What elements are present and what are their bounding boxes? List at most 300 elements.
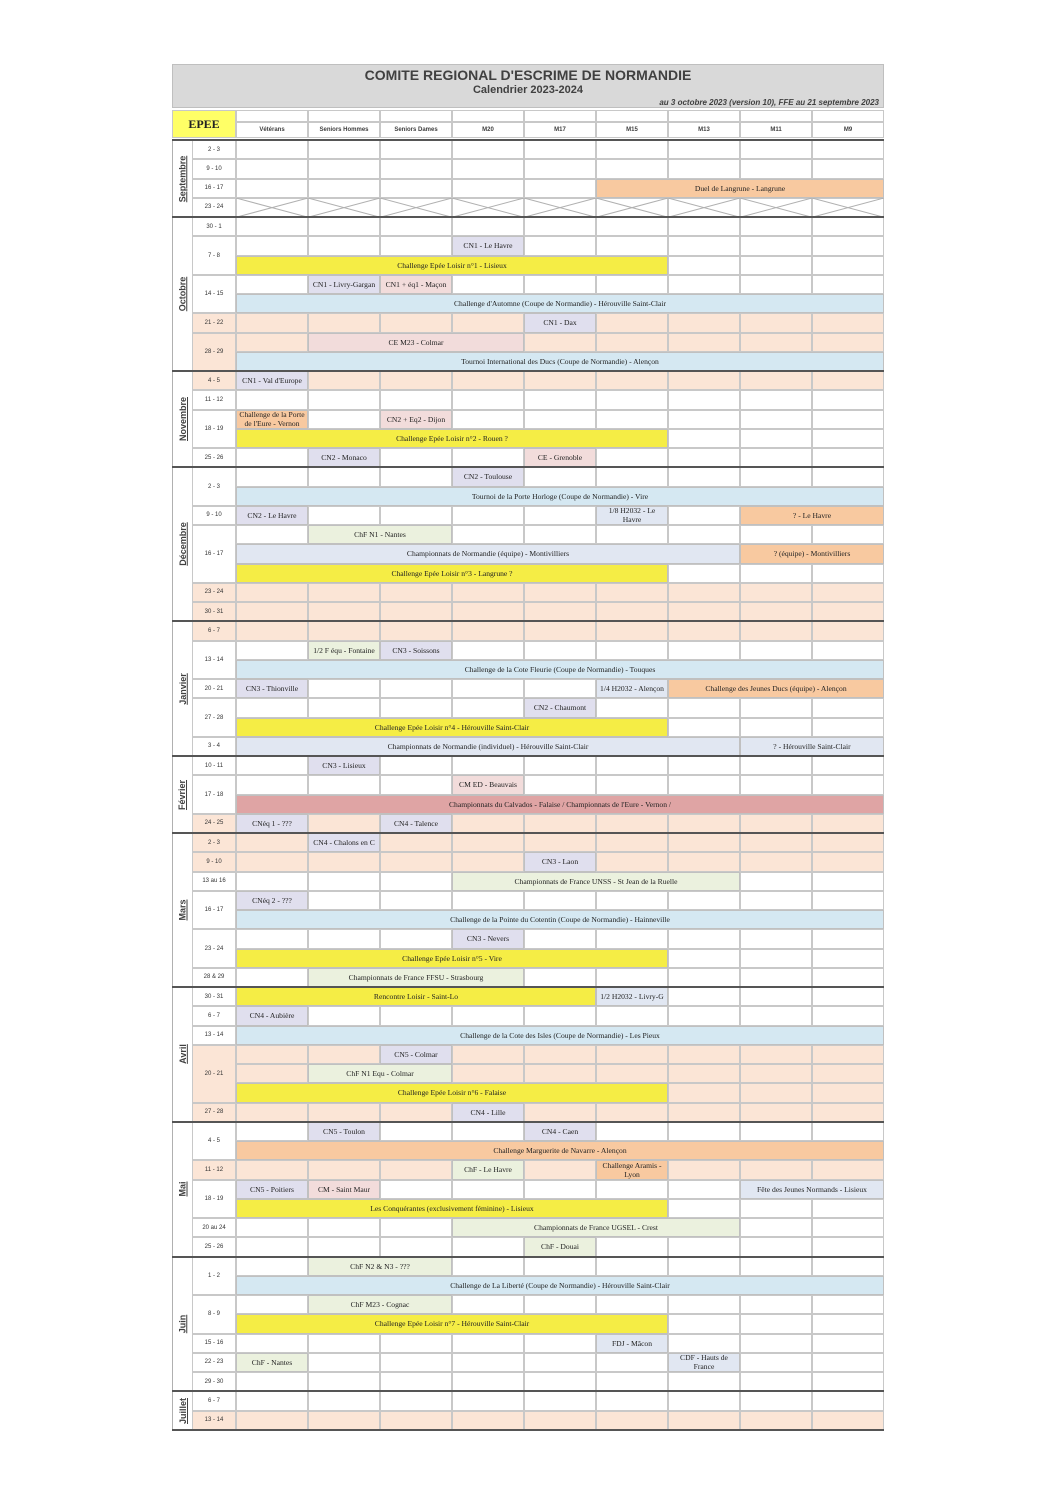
grid-cell	[812, 641, 884, 660]
grid-cell	[380, 698, 452, 717]
grid-cell	[812, 1314, 884, 1333]
grid-cell	[524, 583, 596, 602]
grid-cell	[380, 891, 452, 910]
grid-cell	[308, 236, 380, 255]
grid-cell	[452, 1006, 524, 1025]
column-header: Seniors Hommes	[308, 122, 380, 138]
grid-cell	[452, 159, 524, 178]
grid-cell	[812, 1295, 884, 1314]
grid-cell	[308, 410, 380, 429]
event-cell: CN5 - Colmar	[380, 1045, 452, 1064]
grid-cell	[524, 602, 596, 621]
grid-cell	[668, 140, 740, 159]
grid-cell	[308, 140, 380, 159]
grid-cell	[524, 333, 596, 352]
grid-cell	[236, 467, 308, 486]
grid-cell	[740, 775, 812, 794]
grid-cell	[596, 525, 668, 544]
grid-cell	[236, 333, 308, 352]
week-label: 6 - 7	[192, 621, 236, 640]
grid-cell	[740, 1083, 812, 1102]
grid-cell	[236, 929, 308, 948]
grid-cell	[740, 852, 812, 871]
event-cell: CNéq 2 - ???	[236, 891, 308, 910]
week-label: 13 - 14	[192, 641, 236, 680]
grid-cell	[740, 718, 812, 737]
grid-cell	[740, 467, 812, 486]
grid-cell	[236, 872, 308, 891]
grid-cell	[596, 1103, 668, 1122]
calendar-header	[172, 64, 884, 108]
event-cell: CN3 - Soissons	[380, 641, 452, 660]
grid-cell	[236, 1372, 308, 1391]
grid-cell	[452, 621, 524, 640]
event-cell: ChF - Douai	[524, 1237, 596, 1256]
grid-cell	[524, 929, 596, 948]
grid-cell	[308, 467, 380, 486]
grid-cell	[236, 390, 308, 409]
grid-cell	[812, 236, 884, 255]
event-cell: Challenge de la Cote Fleurie (Coupe de Normandie) - Touques	[236, 660, 884, 679]
grid-cell	[524, 159, 596, 178]
grid-cell	[524, 467, 596, 486]
event-cell: CN1 - Dax	[524, 313, 596, 332]
grid-cell	[812, 1045, 884, 1064]
weapon-label: EPEE	[172, 110, 236, 138]
week-label: 13 - 14	[192, 1411, 236, 1430]
grid-cell	[812, 583, 884, 602]
event-cell: CN5 - Poitiers	[236, 1180, 308, 1199]
grid-cell	[812, 718, 884, 737]
header-spacer-cell	[308, 110, 380, 122]
grid-cell	[740, 1334, 812, 1353]
grid-cell	[524, 621, 596, 640]
grid-cell	[524, 371, 596, 390]
grid-cell	[452, 1411, 524, 1430]
grid-cell	[452, 679, 524, 698]
event-cell: ChF N2 & N3 - ???	[308, 1257, 452, 1276]
grid-cell	[740, 583, 812, 602]
grid-cell	[596, 371, 668, 390]
week-label: 20 - 21	[192, 679, 236, 698]
grid-cell	[380, 1391, 452, 1410]
grid-cell	[668, 949, 740, 968]
grid-cell	[596, 140, 668, 159]
grid-cell	[740, 275, 812, 294]
grid-cell	[380, 602, 452, 621]
event-cell: Championnats de France UNSS - St Jean de la Ruelle	[452, 872, 740, 891]
grid-cell	[452, 1237, 524, 1256]
grid-cell	[236, 140, 308, 159]
grid-cell	[308, 602, 380, 621]
grid-cell	[740, 814, 812, 833]
month-separator	[172, 370, 884, 372]
grid-cell	[596, 217, 668, 236]
grid-cell	[668, 313, 740, 332]
grid-cell	[740, 1199, 812, 1218]
grid-cell	[596, 467, 668, 486]
grid-cell	[668, 1045, 740, 1064]
grid-cell	[524, 1411, 596, 1430]
grid-cell	[452, 313, 524, 332]
grid-cell	[308, 1006, 380, 1025]
grid-cell	[308, 852, 380, 871]
grid-cell	[308, 929, 380, 948]
grid-cell	[236, 775, 308, 794]
grid-cell	[452, 140, 524, 159]
month-name: Janvier	[177, 672, 188, 705]
grid-cell	[740, 872, 812, 891]
grid-cell	[452, 1180, 524, 1199]
event-cell: CN2 - Le Havre	[236, 506, 308, 525]
event-cell: CN2 - Chaumont	[524, 698, 596, 717]
grid-cell	[740, 1160, 812, 1179]
grid-cell	[236, 852, 308, 871]
week-label: 7 - 8	[192, 236, 236, 275]
grid-cell	[596, 621, 668, 640]
grid-cell	[740, 140, 812, 159]
event-cell: CN2 - Toulouse	[452, 467, 524, 486]
grid-cell	[668, 1411, 740, 1430]
month-name: Février	[177, 779, 188, 810]
grid-cell	[740, 1295, 812, 1314]
month-label	[172, 1257, 192, 1392]
grid-cell	[668, 1122, 740, 1141]
grid-cell	[740, 1372, 812, 1391]
event-cell: CN3 - Nevers	[452, 929, 524, 948]
week-label: 27 - 28	[192, 1103, 236, 1122]
grid-cell	[668, 602, 740, 621]
grid-cell	[452, 1334, 524, 1353]
week-label: 4 - 5	[192, 1122, 236, 1161]
grid-cell	[452, 1257, 524, 1276]
month-label	[172, 217, 192, 371]
event-cell: 1/8 H2032 - Le Havre	[596, 506, 668, 525]
grid-cell	[308, 1334, 380, 1353]
header-spacer-cell	[812, 110, 884, 122]
event-cell: CN1 - Le Havre	[452, 236, 524, 255]
column-header: M15	[596, 122, 668, 138]
grid-cell	[308, 1391, 380, 1410]
week-label: 15 - 16	[192, 1334, 236, 1353]
grid-cell	[236, 236, 308, 255]
week-label: 30 - 1	[192, 217, 236, 236]
grid-cell	[740, 621, 812, 640]
grid-cell	[740, 448, 812, 467]
week-label: 29 - 30	[192, 1372, 236, 1391]
week-label: 13 au 16	[192, 872, 236, 891]
event-cell: Tournoi de la Porte Horloge (Coupe de Normandie) - Vire	[236, 487, 884, 506]
grid-cell	[596, 1045, 668, 1064]
grid-cell	[380, 775, 452, 794]
column-header: M11	[740, 122, 812, 138]
grid-cell	[308, 775, 380, 794]
grid-cell	[380, 217, 452, 236]
grid-cell	[596, 1006, 668, 1025]
grid-cell	[380, 1160, 452, 1179]
grid-cell	[668, 1237, 740, 1256]
month-name: Novembre	[177, 397, 188, 442]
event-cell: Les Conquérantes (exclusivement féminine) - Lisieux	[236, 1199, 668, 1218]
event-cell: CM ED - Beauvais	[452, 775, 524, 794]
grid-cell	[812, 371, 884, 390]
grid-cell	[740, 1314, 812, 1333]
grid-cell	[524, 833, 596, 852]
event-cell: ? - Hérouville Saint-Clair	[740, 737, 884, 756]
crossed-week-marks	[236, 198, 884, 217]
grid-cell	[380, 390, 452, 409]
week-label: 21 - 22	[192, 313, 236, 332]
grid-cell	[524, 140, 596, 159]
grid-cell	[452, 217, 524, 236]
grid-cell	[236, 275, 308, 294]
grid-cell	[812, 1353, 884, 1372]
column-header: M13	[668, 122, 740, 138]
grid-cell	[740, 1411, 812, 1430]
grid-cell	[812, 602, 884, 621]
week-label: 10 - 11	[192, 756, 236, 775]
week-label: 16 - 17	[192, 891, 236, 930]
week-label: 14 - 15	[192, 275, 236, 314]
grid-cell	[740, 236, 812, 255]
grid-cell	[596, 814, 668, 833]
grid-cell	[452, 891, 524, 910]
grid-cell	[740, 641, 812, 660]
grid-cell	[380, 621, 452, 640]
week-label: 17 - 18	[192, 775, 236, 814]
grid-cell	[380, 179, 452, 198]
grid-cell	[380, 1353, 452, 1372]
grid-cell	[668, 718, 740, 737]
event-cell: Tournoi International des Ducs (Coupe de Normandie) - Alençon	[236, 352, 884, 371]
grid-cell	[596, 333, 668, 352]
grid-cell	[740, 987, 812, 1006]
event-cell: FDJ - Mâcon	[596, 1334, 668, 1353]
grid-cell	[668, 1257, 740, 1276]
event-cell: CDF - Hauts de France	[668, 1353, 740, 1372]
grid-cell	[668, 390, 740, 409]
grid-cell	[596, 1237, 668, 1256]
grid-cell	[236, 1122, 308, 1141]
grid-cell	[596, 1295, 668, 1314]
grid-cell	[452, 410, 524, 429]
week-label: 23 - 24	[192, 583, 236, 602]
grid-cell	[524, 968, 596, 987]
month-name: Mars	[177, 899, 188, 921]
grid-cell	[380, 1334, 452, 1353]
grid-cell	[524, 679, 596, 698]
grid-cell	[380, 1122, 452, 1141]
grid-cell	[380, 1237, 452, 1256]
grid-cell	[740, 833, 812, 852]
event-cell: ChF N1 - Nantes	[308, 525, 452, 544]
grid-cell	[380, 506, 452, 525]
grid-cell	[308, 583, 380, 602]
grid-cell	[524, 506, 596, 525]
grid-cell	[236, 525, 308, 544]
event-cell: CN4 - Lille	[452, 1103, 524, 1122]
grid-cell	[524, 1103, 596, 1122]
grid-cell	[452, 1372, 524, 1391]
grid-cell	[380, 467, 452, 486]
month-separator	[172, 216, 884, 218]
grid-cell	[380, 583, 452, 602]
week-label: 3 - 4	[192, 737, 236, 756]
event-cell: CN2 - Monaco	[308, 448, 380, 467]
grid-cell	[380, 313, 452, 332]
grid-cell	[524, 1006, 596, 1025]
grid-cell	[308, 814, 380, 833]
event-cell: Duel de Langrune - Langrune	[596, 179, 884, 198]
event-cell: ChF - Nantes	[236, 1353, 308, 1372]
grid-cell	[812, 929, 884, 948]
event-cell: Challenge Aramis - Lyon	[596, 1160, 668, 1179]
grid-cell	[668, 583, 740, 602]
grid-cell	[524, 390, 596, 409]
grid-cell	[308, 872, 380, 891]
week-label: 2 - 3	[192, 833, 236, 852]
grid-cell	[236, 179, 308, 198]
header-spacer-cell	[236, 110, 308, 122]
event-cell: Challenge d'Automne (Coupe de Normandie) - Hérouville Saint-Clair	[236, 294, 884, 313]
week-label: 11 - 12	[192, 1160, 236, 1179]
grid-cell	[524, 775, 596, 794]
grid-cell	[596, 313, 668, 332]
grid-cell	[740, 371, 812, 390]
week-label: 9 - 10	[192, 159, 236, 178]
week-label: 9 - 10	[192, 852, 236, 871]
event-cell: Championnats de France UGSEL - Crest	[452, 1218, 740, 1237]
event-cell: Championnats de Normandie (individuel) - Hérouville Saint-Clair	[236, 737, 740, 756]
grid-cell	[596, 968, 668, 987]
week-label: 20 - 21	[192, 1045, 236, 1103]
header-spacer-cell	[380, 110, 452, 122]
grid-cell	[596, 1391, 668, 1410]
grid-cell	[596, 891, 668, 910]
grid-cell	[596, 1353, 668, 1372]
grid-cell	[812, 217, 884, 236]
grid-cell	[596, 410, 668, 429]
grid-cell	[308, 1372, 380, 1391]
week-label: 2 - 3	[192, 467, 236, 506]
grid-cell	[596, 602, 668, 621]
event-cell: Challenge Marguerite de Navarre - Alençon	[236, 1141, 884, 1160]
grid-cell	[668, 217, 740, 236]
grid-cell	[452, 371, 524, 390]
week-label: 2 - 3	[192, 140, 236, 159]
grid-cell	[740, 1218, 812, 1237]
grid-cell	[452, 1045, 524, 1064]
grid-cell	[308, 1411, 380, 1430]
grid-cell	[668, 621, 740, 640]
event-cell: CN2 + Eq2 - Dijon	[380, 410, 452, 429]
grid-cell	[668, 1334, 740, 1353]
grid-cell	[668, 775, 740, 794]
month-label	[172, 467, 192, 621]
grid-cell	[740, 929, 812, 948]
grid-cell	[812, 275, 884, 294]
grid-cell	[452, 814, 524, 833]
grid-cell	[668, 987, 740, 1006]
grid-cell	[740, 891, 812, 910]
grid-cell	[308, 1218, 380, 1237]
event-cell: Challenge des Jeunes Ducs (équipe) - Alençon	[668, 679, 884, 698]
event-cell: CE M23 - Colmar	[308, 333, 524, 352]
grid-cell	[596, 698, 668, 717]
grid-cell	[452, 525, 524, 544]
grid-cell	[236, 621, 308, 640]
week-label: 30 - 31	[192, 602, 236, 621]
grid-cell	[380, 872, 452, 891]
grid-cell	[452, 390, 524, 409]
grid-cell	[740, 313, 812, 332]
event-cell: Challenge de La Liberté (Coupe de Normandie) - Hérouville Saint-Clair	[236, 1276, 884, 1295]
event-cell: CN3 - Laon	[524, 852, 596, 871]
grid-cell	[236, 1218, 308, 1237]
grid-cell	[524, 1045, 596, 1064]
grid-cell	[380, 679, 452, 698]
grid-cell	[236, 1160, 308, 1179]
week-label: 23 - 24	[192, 198, 236, 217]
event-cell: CN4 - Chalons en C	[308, 833, 380, 852]
grid-cell	[668, 371, 740, 390]
week-label: 30 - 31	[192, 987, 236, 1006]
grid-cell	[524, 525, 596, 544]
grid-cell	[380, 1006, 452, 1025]
grid-cell	[812, 1064, 884, 1083]
grid-cell	[812, 891, 884, 910]
grid-cell	[380, 159, 452, 178]
grid-cell	[740, 1257, 812, 1276]
grid-cell	[668, 1295, 740, 1314]
grid-cell	[668, 1083, 740, 1102]
grid-cell	[740, 1391, 812, 1410]
grid-cell	[596, 833, 668, 852]
event-cell: ChF N1 Equ - Colmar	[308, 1064, 452, 1083]
grid-cell	[740, 525, 812, 544]
grid-cell	[596, 390, 668, 409]
grid-cell	[812, 1218, 884, 1237]
event-cell: CN5 - Toulon	[308, 1122, 380, 1141]
grid-cell	[596, 641, 668, 660]
grid-cell	[812, 410, 884, 429]
grid-cell	[740, 756, 812, 775]
month-label	[172, 1122, 192, 1257]
month-label	[172, 140, 192, 217]
grid-cell	[812, 1083, 884, 1102]
grid-cell	[668, 1180, 740, 1199]
grid-cell	[740, 217, 812, 236]
grid-cell	[812, 1103, 884, 1122]
grid-cell	[812, 429, 884, 448]
grid-cell	[740, 1045, 812, 1064]
grid-cell	[596, 1411, 668, 1430]
grid-cell	[524, 1295, 596, 1314]
grid-cell	[308, 1045, 380, 1064]
grid-cell	[596, 1257, 668, 1276]
grid-cell	[596, 275, 668, 294]
grid-cell	[308, 390, 380, 409]
grid-cell	[452, 1391, 524, 1410]
grid-cell	[596, 1180, 668, 1199]
grid-cell	[596, 1372, 668, 1391]
grid-cell	[524, 1391, 596, 1410]
week-label: 9 - 10	[192, 506, 236, 525]
grid-cell	[812, 621, 884, 640]
grid-cell	[236, 698, 308, 717]
grid-cell	[668, 256, 740, 275]
event-cell: Challenge de la Cote des Isles (Coupe de Normandie) - Les Pieux	[236, 1026, 884, 1045]
